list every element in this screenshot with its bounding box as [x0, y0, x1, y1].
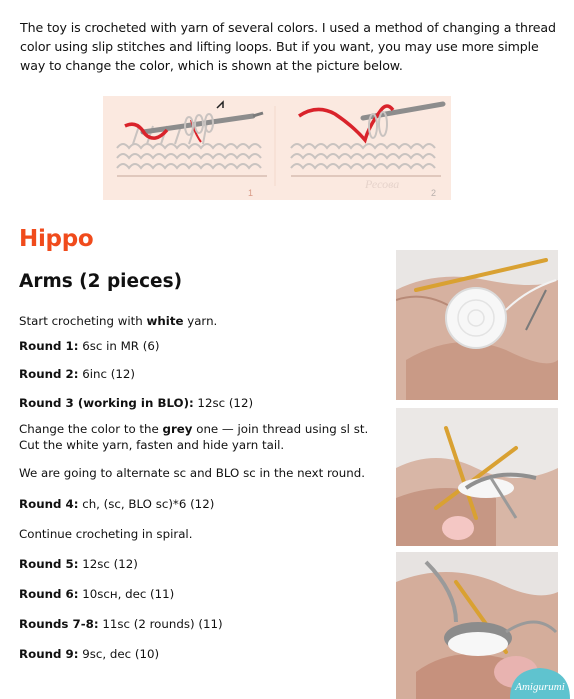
amigurumi-logo [506, 664, 574, 699]
section-heading: Arms (2 pieces) [19, 271, 183, 292]
step-number-1: 1 [248, 188, 254, 198]
round-line: Round 6: 10scн, dec (11) [19, 587, 175, 601]
crochet-diagram [103, 96, 451, 200]
step-number-2: 2 [431, 188, 437, 198]
round-line: Round 2: 6inc (12) [19, 367, 135, 381]
watermark-text: Ресова [365, 177, 400, 191]
round-line: Round 4: ch, (sc, BLO sc)*6 (12) [19, 497, 215, 511]
page-title: Hippo [19, 226, 94, 252]
instruction-line: Continue crocheting in spiral. [19, 527, 193, 541]
crochet-photo-1 [396, 250, 558, 400]
round-line: Rounds 7-8: 11sc (2 rounds) (11) [19, 617, 223, 631]
photo-grey-join [396, 408, 558, 546]
logo-badge [506, 664, 574, 699]
color-change-illustration [103, 96, 451, 200]
round-line: Round 5: 12sc (12) [19, 557, 138, 571]
intro-paragraph: The toy is crocheted with yarn of several colors. I used a method of changing a thread color using slip stitches and lifting loops. But if you want, you may use more simple way to change the color, which is shown at the picture below. [20, 20, 556, 73]
round-line: Round 3 (working in BLO): 12sc (12) [19, 396, 254, 410]
instruction-line: We are going to alternate sc and BLO sc in the next round. [19, 466, 365, 480]
photo-round-piece [396, 250, 558, 400]
logo-text: Amigurumi [515, 681, 565, 693]
round-line: Round 9: 9sc, dec (10) [19, 647, 160, 661]
round-line: Round 1: 6sc in MR (6) [19, 339, 160, 353]
instruction-line: Cut the white yarn, fasten and hide yarn tail. [19, 438, 285, 452]
crochet-photo-2 [396, 408, 558, 546]
instruction-line: Change the color to the grey one — join thread using sl st. [19, 422, 369, 436]
instruction-line: Start crocheting with white yarn. [19, 314, 218, 328]
